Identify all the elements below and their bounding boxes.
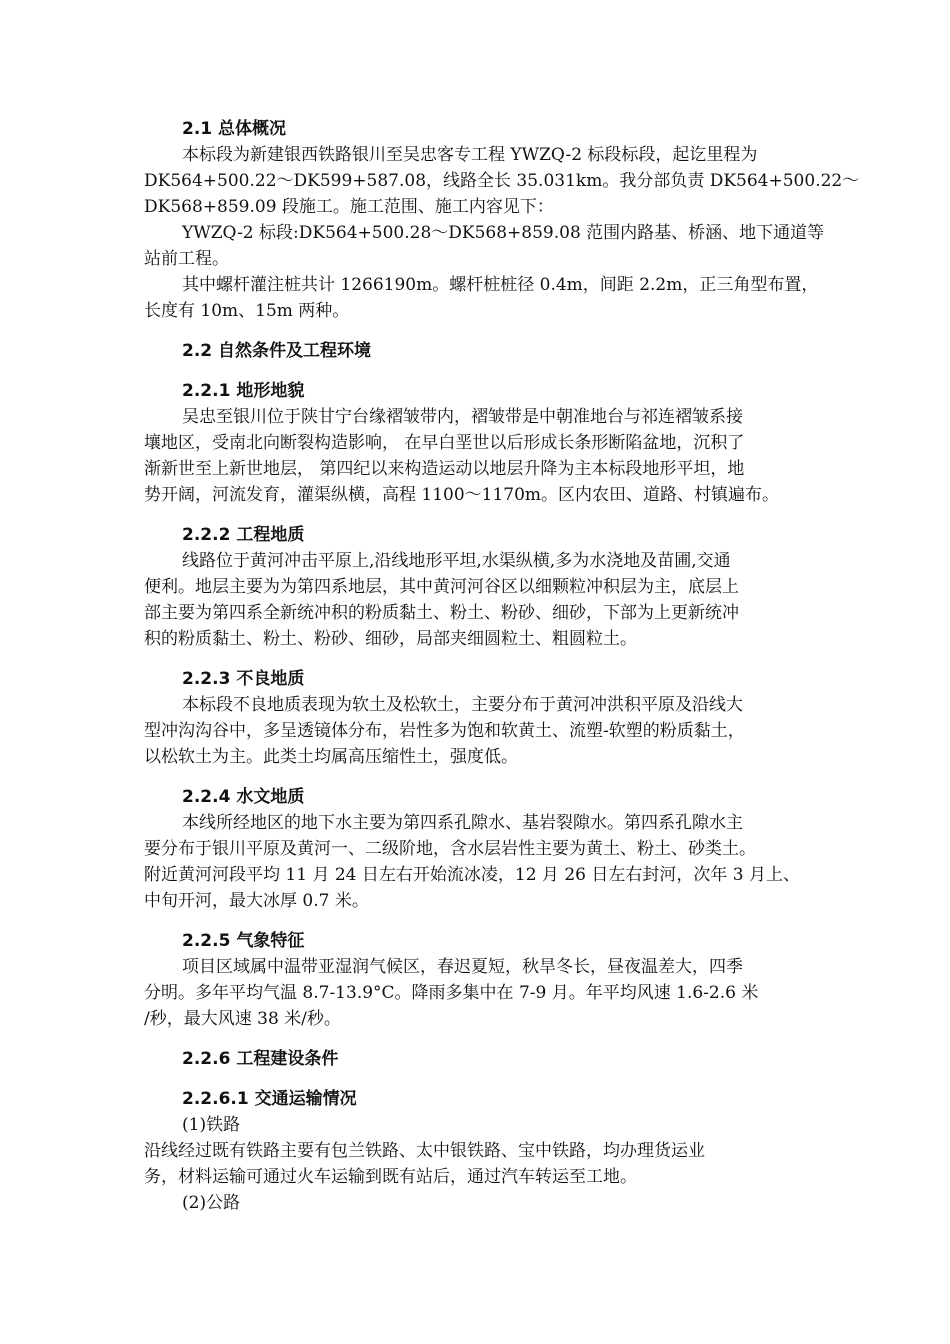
text-line: /秒，最大风速 38 米/秒。 xyxy=(144,1009,341,1029)
paragraph-terrain xyxy=(144,404,834,508)
text-line: 本标段为新建银西铁路银川至吴忠客专工程 YWZQ-2 标段标段，起讫里程为 xyxy=(182,145,758,165)
document-page xyxy=(144,116,860,1216)
text-line: 长度有 10m、15m 两种。 xyxy=(144,301,350,321)
text-line: 线路位于黄河冲击平原上,沿线地形平坦,水渠纵横,多为水浇地及苗圃,交通 xyxy=(182,551,731,571)
text-line: 其中螺杆灌注桩共计 1266190m。螺杆桩桩径 0.4m，间距 2.2m，正三角型布置， xyxy=(182,275,819,295)
text-line: 中旬开河，最大冰厚 0.7 米。 xyxy=(144,891,369,911)
text-line: 势开阔，河流发育，灌渠纵横，高程 1100～1170m。区内农田、道路、村镇遍布。 xyxy=(144,485,780,505)
section-heading-2-2-6-1: 2.2.6.1 交通运输情况 xyxy=(182,1089,357,1109)
section-heading-2-2-6: 2.2.6 工程建设条件 xyxy=(182,1049,339,1069)
section-heading-2-2-3: 2.2.3 不良地质 xyxy=(182,669,305,689)
text-line: 分明。多年平均气温 8.7-13.9°C。降雨多集中在 7-9 月。年平均风速 1.6-2.6 米 xyxy=(144,983,759,1003)
section-heading-2-2-2: 2.2.2 工程地质 xyxy=(182,525,305,545)
paragraph-engineering-geology xyxy=(144,548,834,652)
text-line: 项目区域属中温带亚湿润气候区，春迟夏短，秋旱冬长，昼夜温差大，四季 xyxy=(182,957,743,977)
section-heading-2-2-1: 2.2.1 地形地貌 xyxy=(182,381,305,401)
text-line: 便利。地层主要为为第四系地层，其中黄河河谷区以细颗粒冲积层为主，底层上 xyxy=(144,577,739,597)
list-item-highway-label xyxy=(144,1190,834,1216)
paragraph-overview-piles xyxy=(144,272,834,324)
paragraph-hydrogeology xyxy=(144,810,834,914)
text-line: 要分布于银川平原及黄河一、二级阶地，含水层岩性主要为黄土、粉土、砂类土。 xyxy=(144,839,756,859)
text-line: 部主要为第四系全新统冲积的粉质黏土、粉土、粉砂、细砂，下部为上更新统冲 xyxy=(144,603,739,623)
text-line: 型冲沟沟谷中，多呈透镜体分布，岩性多为饱和软黄土、流塑-软塑的粉质黏土， xyxy=(144,721,745,741)
text-line: 渐新世至上新世地层， 第四纪以来构造运动以地层升降为主本标段地形平坦，地 xyxy=(144,459,745,479)
section-heading-2-2-5: 2.2.5 气象特征 xyxy=(182,931,305,951)
section-heading-2-2: 2.2 自然条件及工程环境 xyxy=(182,341,372,361)
paragraph-adverse-geology xyxy=(144,692,834,770)
list-item-railway-label xyxy=(144,1112,834,1138)
paragraph-railway xyxy=(144,1138,834,1190)
text-line: DK568+859.09 段施工。施工范围、施工内容见下： xyxy=(144,197,554,217)
text-line: (2)公路 xyxy=(182,1193,241,1213)
text-line: 附近黄河河段平均 11 月 24 日左右开始流冰凌，12 月 26 日左右封河，次年 3 月上、 xyxy=(144,865,800,885)
section-heading-2-2-4: 2.2.4 水文地质 xyxy=(182,787,305,807)
text-line: 积的粉质黏土、粉土、粉砂、细砂，局部夹细圆粒土、粗圆粒土。 xyxy=(144,629,637,649)
text-line: 吴忠至银川位于陕甘宁台缘褶皱带内，褶皱带是中朝准地台与祁连褶皱系接 xyxy=(182,407,743,427)
paragraph-climate xyxy=(144,954,834,1032)
paragraph-overview-contents xyxy=(144,220,834,272)
text-line: 本线所经地区的地下水主要为第四系孔隙水、基岩裂隙水。第四系孔隙水主 xyxy=(182,813,743,833)
paragraph-overview-scope xyxy=(144,142,860,220)
text-line: 以松软土为主。此类土均属高压缩性土，强度低。 xyxy=(144,747,518,767)
text-line: 壤地区，受南北向断裂构造影响， 在早白垩世以后形成长条形断陷盆地，沉积了 xyxy=(144,433,745,453)
text-line: 站前工程。 xyxy=(144,249,229,269)
section-heading-2-1: 2.1 总体概况 xyxy=(182,119,287,139)
text-line: 本标段不良地质表现为软土及松软土，主要分布于黄河冲洪积平原及沿线大 xyxy=(182,695,743,715)
text-line: 务，材料运输可通过火车运输到既有站后，通过汽车转运至工地。 xyxy=(144,1167,637,1187)
text-line: YWZQ-2 标段:DK564+500.28～DK568+859.08 范围内路基、桥涵、地下通道等 xyxy=(182,223,825,243)
text-line: (1)铁路 xyxy=(182,1115,241,1135)
text-line: 沿线经过既有铁路主要有包兰铁路、太中银铁路、宝中铁路，均办理货运业 xyxy=(144,1141,705,1161)
text-line: DK564+500.22～DK599+587.08，线路全长 35.031km。我分部负责 DK564+500.22～ xyxy=(144,171,860,191)
